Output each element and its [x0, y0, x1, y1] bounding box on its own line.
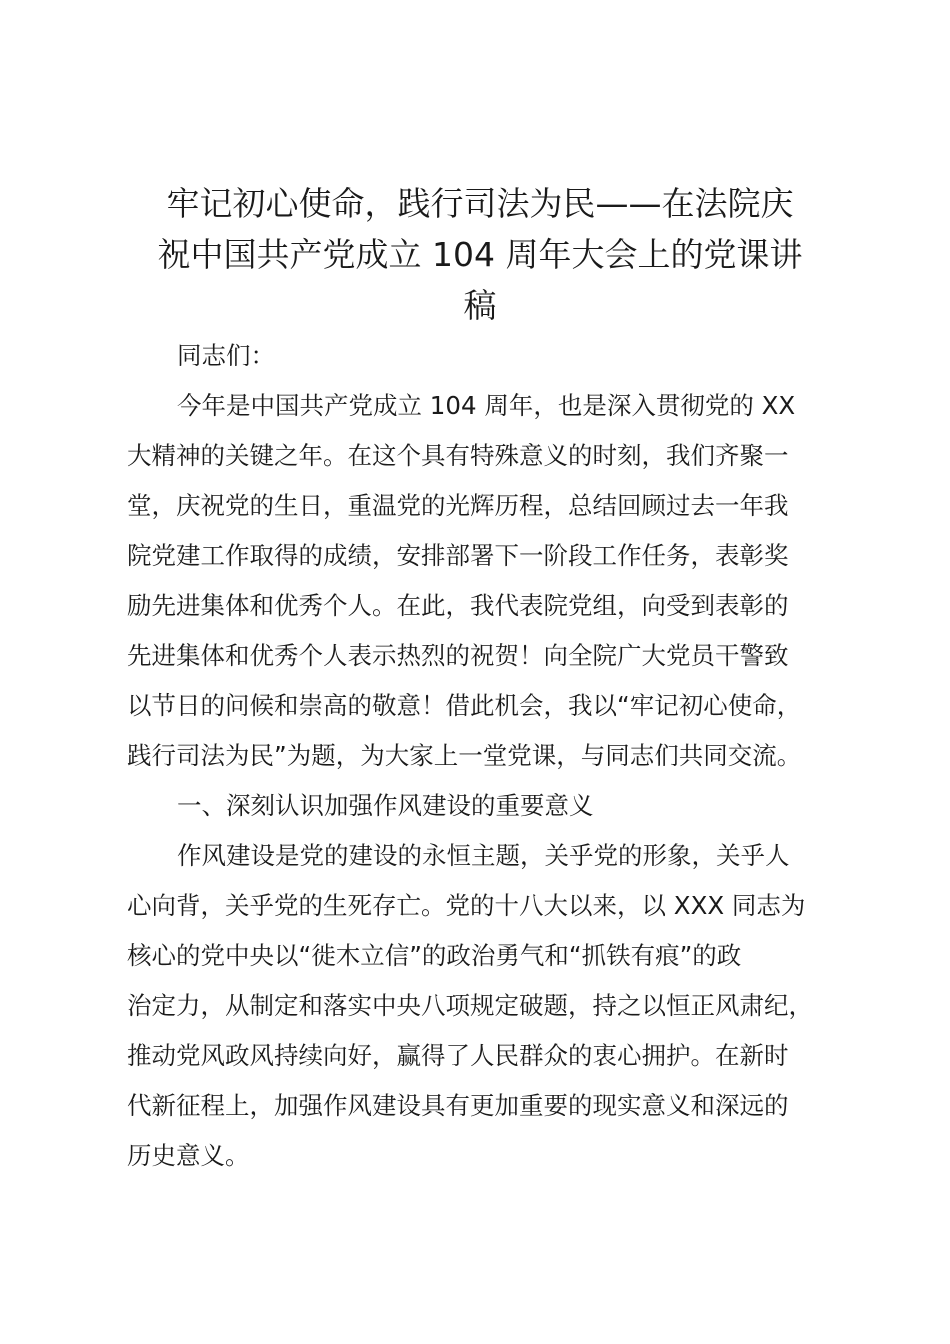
text-line: 践行司法为民”为题，为大家上一堂党课，与同志们共同交流。 — [127, 741, 802, 770]
text-line: 历史意义。 — [127, 1141, 250, 1170]
text-line: 今年是中国共产党成立 104 周年，也是深入贯彻党的 XX — [177, 391, 796, 420]
text-line: 推动党风政风持续向好，赢得了人民群众的衷心拥护。在新时 — [127, 1041, 789, 1070]
title-line: 祝中国共产党成立 104 周年大会上的党课讲 — [157, 235, 803, 274]
text-line: 核心的党中央以“徙木立信”的政治勇气和“抓铁有痕”的政 — [127, 941, 742, 970]
text-line: 堂，庆祝党的生日，重温党的光辉历程，总结回顾过去一年我 — [127, 491, 789, 520]
text-line: 以节日的问候和崇高的敬意！借此机会，我以“牢记初心使命， — [127, 691, 802, 720]
text-line: 代新征程上，加强作风建设具有更加重要的现实意义和深远的 — [127, 1091, 789, 1120]
text-line: 大精神的关键之年。在这个具有特殊意义的时刻，我们齐聚一 — [127, 441, 789, 470]
document-title — [115, 178, 845, 331]
paragraph-intro — [127, 381, 862, 781]
text-line: 先进集体和优秀个人表示热烈的祝贺！向全院广大党员干警致 — [127, 641, 789, 670]
text-line: 作风建设是党的建设的永恒主题，关乎党的形象，关乎人 — [177, 841, 790, 870]
text-line: 院党建工作取得的成绩，安排部署下一阶段工作任务，表彰奖 — [127, 541, 789, 570]
title-line: 稿 — [463, 286, 497, 325]
text-line: 治定力，从制定和落实中央八项规定破题，持之以恒正风肃纪， — [127, 991, 813, 1020]
section-heading-text: 一、深刻认识加强作风建设的重要意义 — [177, 791, 594, 820]
document-body — [127, 331, 862, 1181]
section-heading — [127, 781, 862, 831]
salutation-text: 同志们： — [177, 341, 275, 370]
text-line: 励先进集体和优秀个人。在此，我代表院党组，向受到表彰的 — [127, 591, 789, 620]
text-line: 心向背，关乎党的生死存亡。党的十八大以来，以 XXX 同志为 — [127, 891, 806, 920]
title-line: 牢记初心使命，践行司法为民——在法院庆 — [166, 184, 794, 223]
salutation — [127, 331, 862, 381]
paragraph-section1 — [127, 831, 862, 1181]
